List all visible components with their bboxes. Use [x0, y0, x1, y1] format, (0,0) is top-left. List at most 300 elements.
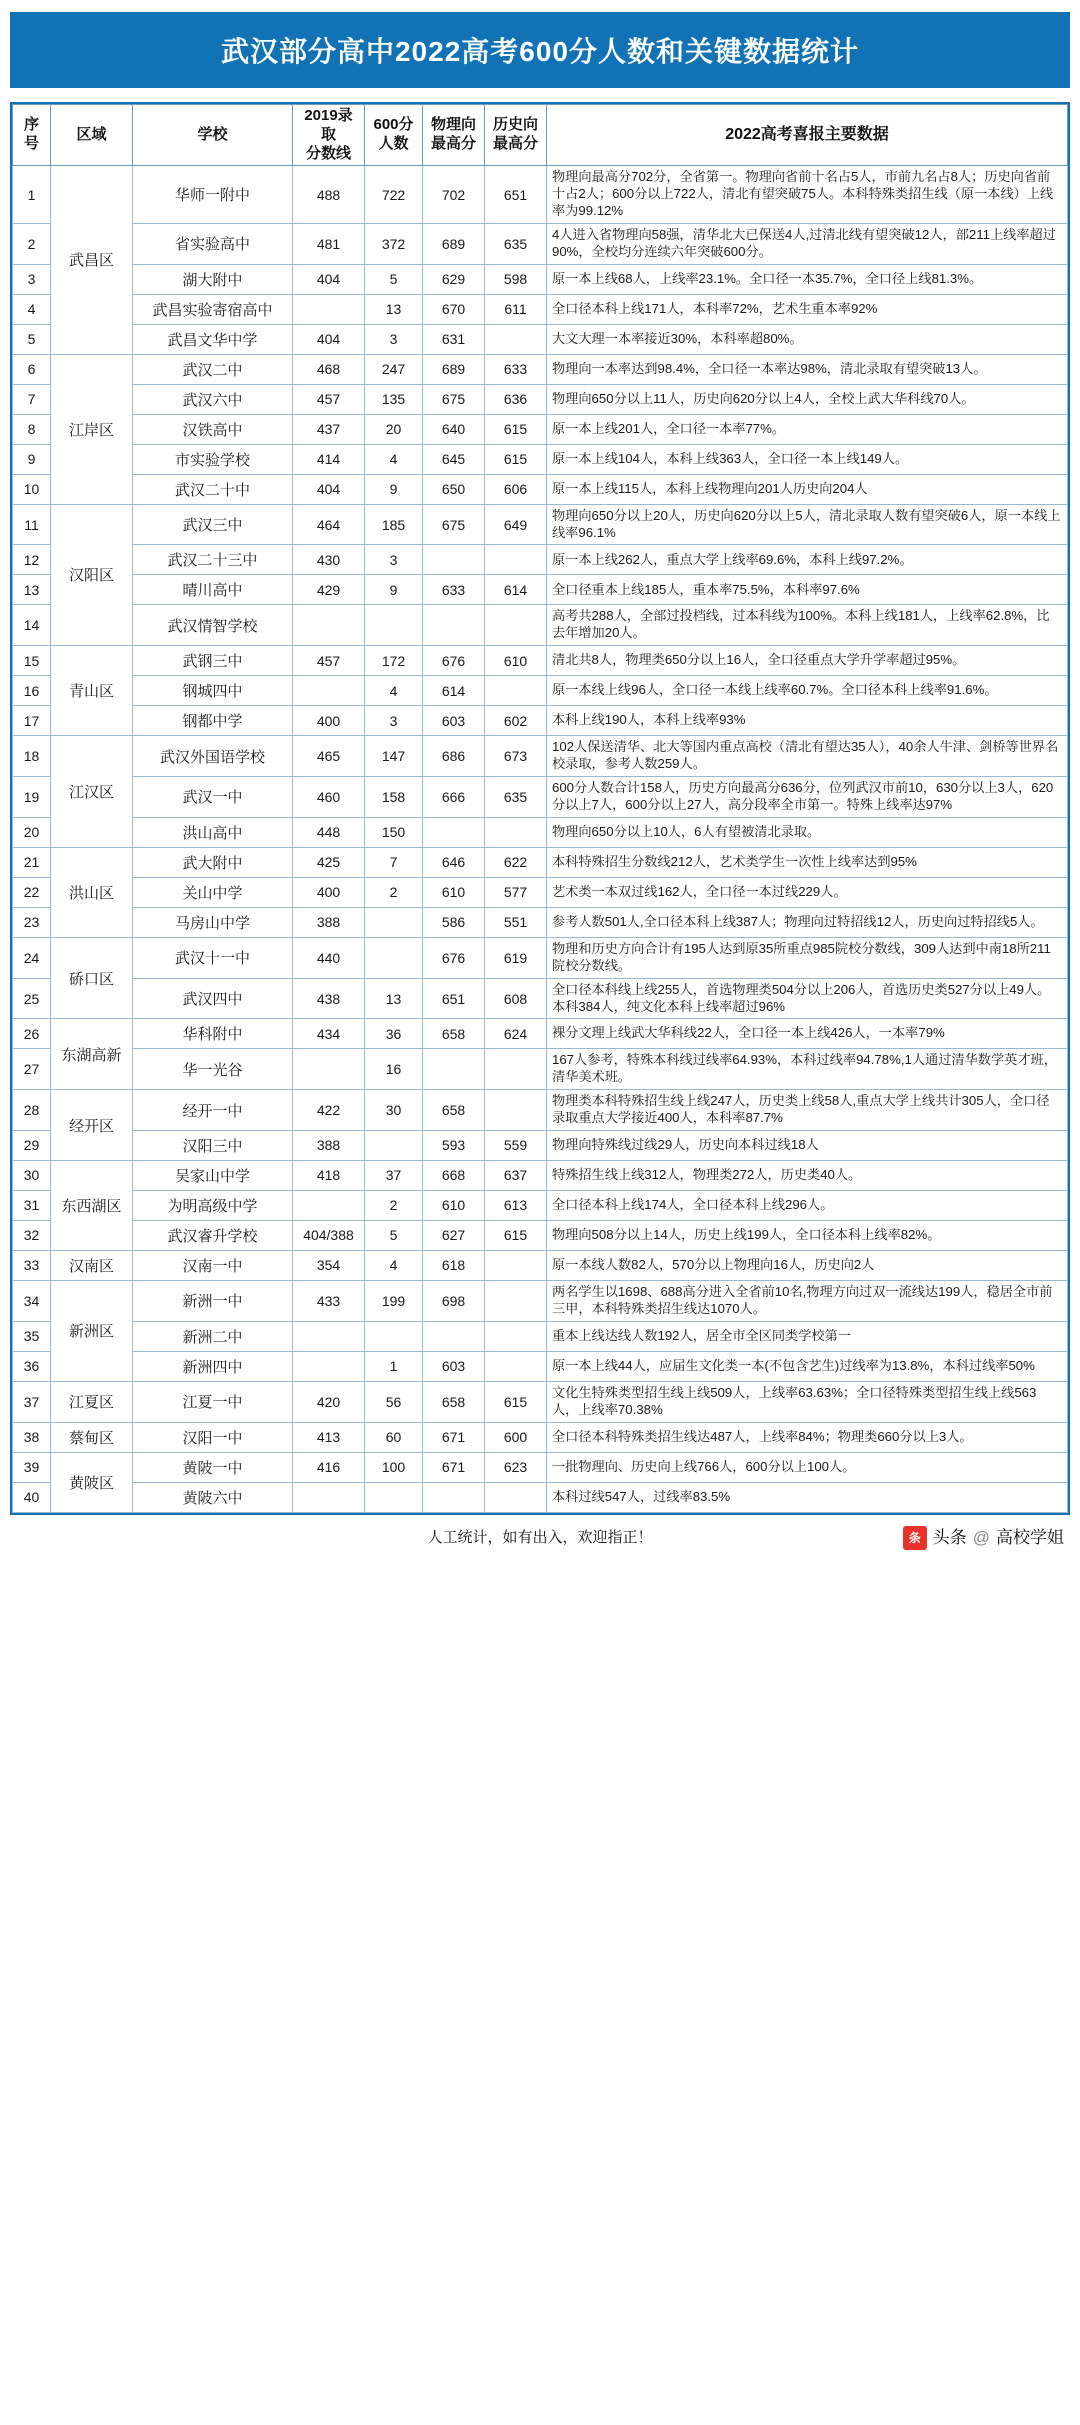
cell-admission-line: 464 — [293, 504, 365, 545]
cell-physics-top — [423, 817, 485, 847]
cell-history-top: 615 — [485, 1381, 547, 1422]
cell-school: 武汉情智学校 — [133, 605, 293, 646]
cell-history-top — [485, 1351, 547, 1381]
cell-history-top: 608 — [485, 978, 547, 1019]
cell-school: 武汉外国语学校 — [133, 736, 293, 777]
cell-index: 29 — [13, 1130, 51, 1160]
cell-600-count: 185 — [365, 504, 423, 545]
cell-admission-line: 429 — [293, 575, 365, 605]
table-row — [13, 907, 1068, 937]
cell-index: 1 — [13, 166, 51, 224]
cell-history-top: 633 — [485, 354, 547, 384]
cell-area: 武昌区 — [51, 166, 133, 354]
table-row — [13, 575, 1068, 605]
credit-brand: 头条 — [932, 1527, 967, 1547]
cell-admission-line: 400 — [293, 877, 365, 907]
table-row — [13, 1090, 1068, 1131]
cell-index: 5 — [13, 324, 51, 354]
column-header-admission-line-line1: 2019录取 — [304, 107, 353, 143]
cell-school: 汉阳一中 — [133, 1422, 293, 1452]
cell-physics-top: 631 — [423, 324, 485, 354]
cell-history-top: 614 — [485, 575, 547, 605]
cell-school: 为明高级中学 — [133, 1190, 293, 1220]
cell-notes: 本科上线190人，本科上线率93% — [547, 706, 1068, 736]
cell-history-top — [485, 545, 547, 575]
cell-admission-line — [293, 1049, 365, 1090]
cell-600-count: 172 — [365, 646, 423, 676]
cell-area: 新洲区 — [51, 1280, 133, 1381]
cell-physics-top: 640 — [423, 414, 485, 444]
cell-physics-top: 586 — [423, 907, 485, 937]
cell-history-top: 636 — [485, 384, 547, 414]
table-row — [13, 676, 1068, 706]
cell-notes: 4人进入省物理向58强，清华北大已保送4人,过清北线有望突破12人，部211上线率超过90%，全校均分连续六年突破600分。 — [547, 223, 1068, 264]
cell-physics-top: 603 — [423, 706, 485, 736]
cell-area: 洪山区 — [51, 847, 133, 937]
cell-physics-top: 675 — [423, 384, 485, 414]
cell-school: 省实验高中 — [133, 223, 293, 264]
cell-admission-line: 437 — [293, 414, 365, 444]
cell-notes: 两名学生以1698、688高分进入全省前10名,物理方向过双一流线达199人，稳居全市前三甲，本科特殊类招生线达1070人。 — [547, 1280, 1068, 1321]
column-header-school: 学校 — [133, 105, 293, 166]
cell-physics-top: 671 — [423, 1452, 485, 1482]
table-row — [13, 1160, 1068, 1190]
cell-notes: 参考人数501人,全口径本科上线387人；物理向过特招线12人，历史向过特招线5人。 — [547, 907, 1068, 937]
table-header — [13, 105, 1068, 166]
cell-admission-line: 416 — [293, 1452, 365, 1482]
cell-physics-top: 603 — [423, 1351, 485, 1381]
table-row — [13, 223, 1068, 264]
cell-index: 20 — [13, 817, 51, 847]
cell-admission-line: 457 — [293, 384, 365, 414]
cell-600-count: 2 — [365, 877, 423, 907]
table-row — [13, 1482, 1068, 1512]
column-header-admission-line — [293, 105, 365, 166]
cell-admission-line: 438 — [293, 978, 365, 1019]
cell-physics-top: 702 — [423, 166, 485, 224]
cell-admission-line: 488 — [293, 166, 365, 224]
table-row — [13, 504, 1068, 545]
cell-notes: 原一本上线44人，应届生文化类一本(不包含艺生)过线率为13.8%，本科过线率50% — [547, 1351, 1068, 1381]
cell-600-count: 20 — [365, 414, 423, 444]
cell-school: 江夏一中 — [133, 1381, 293, 1422]
cell-index: 23 — [13, 907, 51, 937]
cell-admission-line: 425 — [293, 847, 365, 877]
cell-notes: 全口径重本上线185人，重本率75.5%，本科率97.6% — [547, 575, 1068, 605]
cell-600-count: 3 — [365, 706, 423, 736]
cell-notes: 物理类本科特殊招生线上线247人，历史类上线58人,重点大学上线共计305人，全口径录取重点大学接近400人，本科率87.7% — [547, 1090, 1068, 1131]
cell-index: 32 — [13, 1220, 51, 1250]
cell-physics-top: 629 — [423, 264, 485, 294]
cell-physics-top: 689 — [423, 354, 485, 384]
cell-600-count: 4 — [365, 444, 423, 474]
cell-index: 18 — [13, 736, 51, 777]
cell-600-count: 1 — [365, 1351, 423, 1381]
cell-600-count — [365, 907, 423, 937]
cell-physics-top: 633 — [423, 575, 485, 605]
table-row — [13, 1250, 1068, 1280]
cell-600-count: 13 — [365, 294, 423, 324]
cell-index: 33 — [13, 1250, 51, 1280]
cell-area: 青山区 — [51, 646, 133, 736]
cell-admission-line — [293, 1190, 365, 1220]
cell-history-top — [485, 324, 547, 354]
cell-notes: 物理和历史方向合计有195人达到原35所重点985院校分数线，309人达到中南18所211院校分数线。 — [547, 937, 1068, 978]
cell-notes: 原一本线人数82人，570分以上物理向16人，历史向2人 — [547, 1250, 1068, 1280]
credit — [903, 1521, 1064, 1555]
cell-history-top: 649 — [485, 504, 547, 545]
cell-area: 蔡甸区 — [51, 1422, 133, 1452]
cell-history-top: 551 — [485, 907, 547, 937]
cell-admission-line — [293, 605, 365, 646]
table-row — [13, 474, 1068, 504]
cell-600-count: 13 — [365, 978, 423, 1019]
cell-600-count: 150 — [365, 817, 423, 847]
cell-index: 7 — [13, 384, 51, 414]
cell-notes: 物理向650分以上11人，历史向620分以上4人，全校上武大华科线70人。 — [547, 384, 1068, 414]
page-root — [0, 12, 1080, 2425]
cell-school: 汉阳三中 — [133, 1130, 293, 1160]
cell-physics-top: 658 — [423, 1019, 485, 1049]
cell-physics-top: 675 — [423, 504, 485, 545]
cell-600-count — [365, 1130, 423, 1160]
table-row — [13, 706, 1068, 736]
cell-600-count — [365, 937, 423, 978]
cell-notes: 原一本上线115人，本科上线物理向201人历史向204人 — [547, 474, 1068, 504]
table-row — [13, 294, 1068, 324]
cell-physics-top: 686 — [423, 736, 485, 777]
cell-school: 汉南一中 — [133, 1250, 293, 1280]
cell-admission-line: 388 — [293, 1130, 365, 1160]
table-row — [13, 978, 1068, 1019]
cell-admission-line: 440 — [293, 937, 365, 978]
table-row — [13, 817, 1068, 847]
cell-admission-line: 457 — [293, 646, 365, 676]
cell-school: 武昌文华中学 — [133, 324, 293, 354]
cell-history-top: 615 — [485, 444, 547, 474]
table-row — [13, 1321, 1068, 1351]
cell-history-top — [485, 817, 547, 847]
cell-school: 武汉二十三中 — [133, 545, 293, 575]
cell-600-count: 100 — [365, 1452, 423, 1482]
cell-600-count — [365, 1482, 423, 1512]
table-header-row — [13, 105, 1068, 166]
table-row — [13, 937, 1068, 978]
cell-600-count — [365, 605, 423, 646]
cell-school: 武汉二十中 — [133, 474, 293, 504]
cell-physics-top: 668 — [423, 1160, 485, 1190]
cell-600-count: 37 — [365, 1160, 423, 1190]
column-header-physics-top — [423, 105, 485, 166]
column-header-notes: 2022高考喜报主要数据 — [547, 105, 1068, 166]
cell-school: 新洲一中 — [133, 1280, 293, 1321]
cell-history-top: 637 — [485, 1160, 547, 1190]
cell-admission-line: 414 — [293, 444, 365, 474]
table-row — [13, 384, 1068, 414]
cell-admission-line: 418 — [293, 1160, 365, 1190]
toutiao-logo-icon: 条 — [903, 1526, 927, 1550]
cell-physics-top: 689 — [423, 223, 485, 264]
cell-notes: 物理向特殊线过线29人，历史向本科过线18人 — [547, 1130, 1068, 1160]
cell-index: 35 — [13, 1321, 51, 1351]
cell-physics-top: 610 — [423, 1190, 485, 1220]
cell-admission-line: 422 — [293, 1090, 365, 1131]
cell-notes: 物理向650分以上10人，6人有望被清北录取。 — [547, 817, 1068, 847]
cell-admission-line: 460 — [293, 777, 365, 818]
cell-600-count: 7 — [365, 847, 423, 877]
cell-school: 钢都中学 — [133, 706, 293, 736]
column-header-600-count — [365, 105, 423, 166]
cell-notes: 原一本上线201人，全口径一本率77%。 — [547, 414, 1068, 444]
cell-600-count: 158 — [365, 777, 423, 818]
cell-history-top: 622 — [485, 847, 547, 877]
cell-notes: 艺术类一本双过线162人，全口径一本过线229人。 — [547, 877, 1068, 907]
table-row — [13, 877, 1068, 907]
credit-author: 高校学姐 — [996, 1527, 1064, 1547]
cell-school: 马房山中学 — [133, 907, 293, 937]
cell-history-top: 600 — [485, 1422, 547, 1452]
cell-index: 3 — [13, 264, 51, 294]
cell-admission-line: 465 — [293, 736, 365, 777]
cell-history-top — [485, 1280, 547, 1321]
cell-area: 东西湖区 — [51, 1160, 133, 1250]
cell-school: 经开一中 — [133, 1090, 293, 1131]
cell-index: 13 — [13, 575, 51, 605]
cell-admission-line: 448 — [293, 817, 365, 847]
cell-index: 38 — [13, 1422, 51, 1452]
cell-index: 10 — [13, 474, 51, 504]
cell-notes: 原一本上线104人，本科上线363人，全口径一本上线149人。 — [547, 444, 1068, 474]
cell-history-top — [485, 605, 547, 646]
cell-index: 24 — [13, 937, 51, 978]
cell-school: 吴家山中学 — [133, 1160, 293, 1190]
cell-history-top — [485, 1482, 547, 1512]
cell-history-top: 635 — [485, 223, 547, 264]
cell-600-count: 30 — [365, 1090, 423, 1131]
table-row — [13, 736, 1068, 777]
cell-school: 新洲二中 — [133, 1321, 293, 1351]
cell-admission-line — [293, 294, 365, 324]
cell-history-top: 624 — [485, 1019, 547, 1049]
cell-index: 14 — [13, 605, 51, 646]
cell-admission-line: 354 — [293, 1250, 365, 1280]
cell-school: 黄陂六中 — [133, 1482, 293, 1512]
cell-area: 硚口区 — [51, 937, 133, 1019]
cell-notes: 本科过线547人，过线率83.5% — [547, 1482, 1068, 1512]
cell-physics-top: 676 — [423, 646, 485, 676]
cell-index: 16 — [13, 676, 51, 706]
cell-index: 28 — [13, 1090, 51, 1131]
table-row — [13, 605, 1068, 646]
cell-school: 关山中学 — [133, 877, 293, 907]
cell-index: 19 — [13, 777, 51, 818]
cell-index: 26 — [13, 1019, 51, 1049]
cell-index: 4 — [13, 294, 51, 324]
cell-school: 武汉睿升学校 — [133, 1220, 293, 1250]
cell-history-top: 619 — [485, 937, 547, 978]
cell-index: 8 — [13, 414, 51, 444]
cell-index: 22 — [13, 877, 51, 907]
cell-school: 黄陂一中 — [133, 1452, 293, 1482]
cell-notes: 物理向508分以上14人，历史上线199人，全口径本科上线率82%。 — [547, 1220, 1068, 1250]
cell-physics-top: 614 — [423, 676, 485, 706]
cell-notes: 一批物理向、历史向上线766人，600分以上100人。 — [547, 1452, 1068, 1482]
column-header-history-top — [485, 105, 547, 166]
table-row — [13, 414, 1068, 444]
cell-notes: 清北共8人，物理类650分以上16人，全口径重点大学升学率超过95%。 — [547, 646, 1068, 676]
column-header-history-top-line2: 最高分 — [492, 135, 538, 153]
cell-notes: 物理向最高分702分，全省第一。物理向省前十名占5人，市前九名占8人；历史向省前十占2人；600分以上722人，清北有望突破75人。本科特殊类招生线（原一本线）上线率为99.12% — [547, 166, 1068, 224]
table-row — [13, 777, 1068, 818]
cell-index: 21 — [13, 847, 51, 877]
cell-school: 武昌实验寄宿高中 — [133, 294, 293, 324]
cell-physics-top — [423, 1321, 485, 1351]
cell-school: 华师一附中 — [133, 166, 293, 224]
cell-admission-line: 413 — [293, 1422, 365, 1452]
cell-600-count: 199 — [365, 1280, 423, 1321]
cell-area: 黄陂区 — [51, 1452, 133, 1512]
cell-admission-line: 433 — [293, 1280, 365, 1321]
cell-history-top: 615 — [485, 414, 547, 444]
column-header-600-count-line2: 人数 — [378, 135, 409, 153]
cell-area: 汉阳区 — [51, 504, 133, 646]
cell-index: 15 — [13, 646, 51, 676]
credit-separator: @ — [972, 1527, 990, 1547]
cell-600-count: 3 — [365, 324, 423, 354]
cell-history-top: 598 — [485, 264, 547, 294]
cell-history-top: 623 — [485, 1452, 547, 1482]
cell-index: 17 — [13, 706, 51, 736]
cell-physics-top: 676 — [423, 937, 485, 978]
cell-school: 汉铁高中 — [133, 414, 293, 444]
cell-history-top: 613 — [485, 1190, 547, 1220]
table-row — [13, 646, 1068, 676]
cell-600-count: 5 — [365, 1220, 423, 1250]
cell-physics-top: 593 — [423, 1130, 485, 1160]
cell-index: 39 — [13, 1452, 51, 1482]
cell-600-count: 56 — [365, 1381, 423, 1422]
cell-physics-top: 671 — [423, 1422, 485, 1452]
cell-school: 武汉四中 — [133, 978, 293, 1019]
cell-physics-top: 646 — [423, 847, 485, 877]
cell-school: 华一光谷 — [133, 1049, 293, 1090]
cell-admission-line: 400 — [293, 706, 365, 736]
cell-physics-top: 670 — [423, 294, 485, 324]
table-row — [13, 264, 1068, 294]
cell-600-count: 722 — [365, 166, 423, 224]
cell-600-count: 2 — [365, 1190, 423, 1220]
statistics-table-container — [10, 102, 1070, 1515]
cell-index: 12 — [13, 545, 51, 575]
column-header-area: 区域 — [51, 105, 133, 166]
cell-600-count: 4 — [365, 676, 423, 706]
cell-notes: 原一本上线262人，重点大学上线率69.6%，本科上线97.2%。 — [547, 545, 1068, 575]
table-row — [13, 1049, 1068, 1090]
cell-school: 新洲四中 — [133, 1351, 293, 1381]
column-header-admission-line-line2: 分数线 — [305, 144, 351, 162]
cell-area: 江岸区 — [51, 354, 133, 504]
table-body — [13, 166, 1068, 1512]
cell-notes: 重本上线达线人数192人，居全市全区同类学校第一 — [547, 1321, 1068, 1351]
cell-notes: 文化生特殊类型招生线上线509人，上线率63.63%；全口径特殊类型招生线上线563人，上线率70.38% — [547, 1381, 1068, 1422]
table-row — [13, 1452, 1068, 1482]
cell-history-top — [485, 1321, 547, 1351]
cell-notes: 大文大理一本率接近30%，本科率超80%。 — [547, 324, 1068, 354]
cell-index: 25 — [13, 978, 51, 1019]
cell-index: 30 — [13, 1160, 51, 1190]
cell-history-top — [485, 1250, 547, 1280]
cell-admission-line: 481 — [293, 223, 365, 264]
cell-notes: 全口径本科特殊类招生线达487人，上线率84%；物理类660分以上3人。 — [547, 1422, 1068, 1452]
cell-600-count: 372 — [365, 223, 423, 264]
table-row — [13, 1190, 1068, 1220]
cell-history-top: 615 — [485, 1220, 547, 1250]
cell-physics-top: 645 — [423, 444, 485, 474]
cell-index: 6 — [13, 354, 51, 384]
table-row — [13, 1422, 1068, 1452]
cell-admission-line: 420 — [293, 1381, 365, 1422]
cell-600-count: 3 — [365, 545, 423, 575]
table-row — [13, 847, 1068, 877]
cell-notes: 全口径本科上线171人，本科率72%，艺术生重本率92% — [547, 294, 1068, 324]
cell-physics-top — [423, 605, 485, 646]
cell-physics-top: 650 — [423, 474, 485, 504]
column-header-600-count-line1: 600分 — [373, 116, 414, 134]
table-row — [13, 545, 1068, 575]
cell-notes: 原一本线上线96人，全口径一本线上线率60.7%。全口径本科上线率91.6%。 — [547, 676, 1068, 706]
table-row — [13, 166, 1068, 224]
cell-area: 汉南区 — [51, 1250, 133, 1280]
cell-notes: 全口径本科上线174人，全口径本科上线296人。 — [547, 1190, 1068, 1220]
column-header-physics-top-line2: 最高分 — [430, 135, 476, 153]
cell-admission-line: 404 — [293, 264, 365, 294]
cell-600-count: 9 — [365, 575, 423, 605]
cell-600-count: 9 — [365, 474, 423, 504]
cell-600-count: 147 — [365, 736, 423, 777]
cell-physics-top: 698 — [423, 1280, 485, 1321]
cell-physics-top: 651 — [423, 978, 485, 1019]
column-header-history-top-line1: 历史向 — [492, 116, 538, 134]
cell-notes: 特殊招生线上线312人，物理类272人，历史类40人。 — [547, 1160, 1068, 1190]
cell-school: 洪山高中 — [133, 817, 293, 847]
table-row — [13, 1351, 1068, 1381]
cell-history-top: 606 — [485, 474, 547, 504]
cell-admission-line: 404 — [293, 324, 365, 354]
cell-notes: 167人参考，特殊本科线过线率64.93%，本科过线率94.78%,1人通过清华数学英才班，清华美术班。 — [547, 1049, 1068, 1090]
cell-index: 37 — [13, 1381, 51, 1422]
cell-history-top: 602 — [485, 706, 547, 736]
cell-index: 11 — [13, 504, 51, 545]
statistics-table — [12, 104, 1068, 1513]
cell-area: 经开区 — [51, 1090, 133, 1161]
cell-history-top: 610 — [485, 646, 547, 676]
cell-school: 市实验学校 — [133, 444, 293, 474]
cell-school: 湖大附中 — [133, 264, 293, 294]
table-row — [13, 1019, 1068, 1049]
footer-note: 人工统计，如有出入，欢迎指正！ — [427, 1528, 653, 1546]
cell-area: 江夏区 — [51, 1381, 133, 1422]
cell-physics-top: 666 — [423, 777, 485, 818]
cell-physics-top — [423, 545, 485, 575]
page-title-banner — [10, 12, 1070, 88]
cell-notes: 物理向一本率达到98.4%，全口径一本率达98%，清北录取有望突破13人。 — [547, 354, 1068, 384]
cell-physics-top: 627 — [423, 1220, 485, 1250]
cell-admission-line: 404 — [293, 474, 365, 504]
cell-notes: 本科特殊招生分数线212人，艺术类学生一次性上线率达到95% — [547, 847, 1068, 877]
cell-admission-line: 430 — [293, 545, 365, 575]
cell-school: 钢城四中 — [133, 676, 293, 706]
column-header-index: 序号 — [13, 105, 51, 166]
